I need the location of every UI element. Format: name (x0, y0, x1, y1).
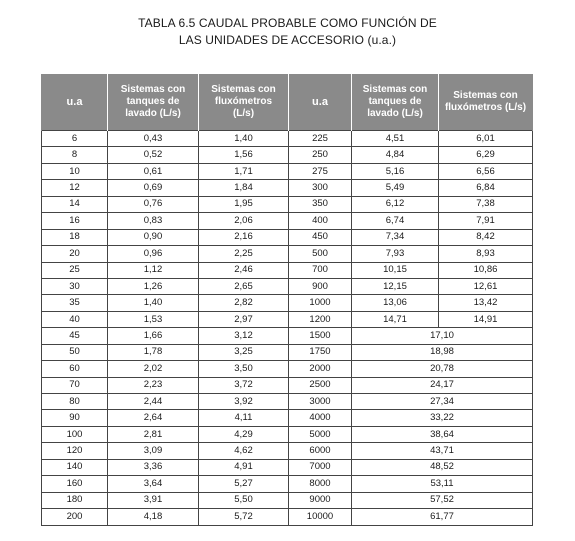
cell-ua-right: 7000 (289, 459, 352, 475)
cell-tank-left: 0,83 (108, 213, 199, 229)
cell-ua-left: 25 (42, 262, 108, 278)
cell-tank-left: 0,61 (108, 163, 199, 179)
table-row (42, 147, 533, 163)
cell-ua-left: 40 (42, 311, 108, 327)
cell-shared-flow: 53,11 (352, 476, 533, 492)
cell-ua-left: 160 (42, 476, 108, 492)
cell-flux-left: 1,56 (199, 147, 289, 163)
cell-flux-left: 2,06 (199, 213, 289, 229)
cell-tank-right: 5,16 (352, 163, 439, 179)
cell-ua-right: 5000 (289, 426, 352, 442)
cell-flux-right: 6,01 (439, 131, 533, 147)
cell-flux-right: 6,29 (439, 147, 533, 163)
cell-shared-flow: 33,22 (352, 410, 533, 426)
cell-ua-right: 250 (289, 147, 352, 163)
cell-flux-left: 5,72 (199, 509, 289, 525)
cell-ua-left: 35 (42, 295, 108, 311)
table-title-line-1: TABLA 6.5 CAUDAL PROBABLE COMO FUNCIÓN DE (138, 16, 437, 30)
cell-ua-right: 1000 (289, 295, 352, 311)
cell-ua-left: 30 (42, 278, 108, 294)
cell-ua-right: 400 (289, 213, 352, 229)
cell-ua-right: 9000 (289, 492, 352, 508)
cell-ua-left: 60 (42, 361, 108, 377)
cell-ua-left: 180 (42, 492, 108, 508)
cell-tank-right: 14,71 (352, 311, 439, 327)
cell-tank-left: 2,81 (108, 426, 199, 442)
cell-tank-right: 13,06 (352, 295, 439, 311)
cell-flux-left: 1,95 (199, 196, 289, 212)
cell-ua-left: 8 (42, 147, 108, 163)
cell-ua-right: 10000 (289, 509, 352, 525)
cell-ua-right: 500 (289, 246, 352, 262)
cell-flux-left: 4,11 (199, 410, 289, 426)
cell-ua-right: 2500 (289, 377, 352, 393)
cell-flux-right: 6,56 (439, 163, 533, 179)
table-row (42, 196, 533, 212)
table-row (42, 426, 533, 442)
cell-flux-left: 4,29 (199, 426, 289, 442)
cell-flux-left: 3,12 (199, 328, 289, 344)
cell-flux-left: 4,91 (199, 459, 289, 475)
table-row (42, 377, 533, 393)
cell-flux-right: 6,84 (439, 180, 533, 196)
cell-flux-left: 1,71 (199, 163, 289, 179)
cell-ua-right: 8000 (289, 476, 352, 492)
cell-ua-right: 4000 (289, 410, 352, 426)
cell-tank-right: 10,15 (352, 262, 439, 278)
cell-ua-left: 80 (42, 394, 108, 410)
cell-flux-left: 1,84 (199, 180, 289, 196)
table-row (42, 180, 533, 196)
cell-flux-left: 2,65 (199, 278, 289, 294)
cell-ua-left: 200 (42, 509, 108, 525)
cell-tank-left: 2,44 (108, 394, 199, 410)
cell-ua-left: 16 (42, 213, 108, 229)
table-row (42, 246, 533, 262)
cell-shared-flow: 17,10 (352, 328, 533, 344)
cell-flux-left: 3,25 (199, 344, 289, 360)
cell-shared-flow: 38,64 (352, 426, 533, 442)
cell-ua-left: 50 (42, 344, 108, 360)
table-row (42, 410, 533, 426)
cell-tank-right: 6,74 (352, 213, 439, 229)
table-title-line-2: LAS UNIDADES DE ACCESORIO (u.a.) (178, 33, 397, 47)
table-row (42, 328, 533, 344)
cell-shared-flow: 20,78 (352, 361, 533, 377)
cell-ua-left: 18 (42, 229, 108, 245)
cell-ua-left: 90 (42, 410, 108, 426)
cell-flux-left: 5,27 (199, 476, 289, 492)
cell-tank-left: 0,69 (108, 180, 199, 196)
cell-ua-left: 100 (42, 426, 108, 442)
header-tank-right: Sistemas con tanques de lavado (L/s) (352, 74, 439, 131)
cell-tank-left: 1,53 (108, 311, 199, 327)
cell-shared-flow: 18,98 (352, 344, 533, 360)
table-row (42, 131, 533, 147)
cell-ua-right: 225 (289, 131, 352, 147)
cell-ua-right: 450 (289, 229, 352, 245)
cell-tank-left: 0,43 (108, 131, 199, 147)
cell-tank-left: 0,52 (108, 147, 199, 163)
table-row (42, 361, 533, 377)
cell-tank-left: 3,91 (108, 492, 199, 508)
cell-ua-right: 300 (289, 180, 352, 196)
cell-tank-left: 2,02 (108, 361, 199, 377)
cell-flux-left: 2,46 (199, 262, 289, 278)
cell-tank-left: 1,40 (108, 295, 199, 311)
cell-tank-right: 6,12 (352, 196, 439, 212)
cell-ua-right: 700 (289, 262, 352, 278)
cell-ua-left: 20 (42, 246, 108, 262)
cell-flux-right: 7,38 (439, 196, 533, 212)
cell-ua-left: 14 (42, 196, 108, 212)
cell-ua-left: 120 (42, 443, 108, 459)
header-flux-left: Sistemas con fluxómetros (L/s) (199, 74, 289, 131)
cell-ua-right: 3000 (289, 394, 352, 410)
cell-flux-left: 2,82 (199, 295, 289, 311)
cell-ua-left: 45 (42, 328, 108, 344)
table-row (42, 344, 533, 360)
cell-tank-right: 4,84 (352, 147, 439, 163)
table-row (42, 476, 533, 492)
cell-ua-left: 10 (42, 163, 108, 179)
cell-flux-right: 8,42 (439, 229, 533, 245)
cell-flux-right: 10,86 (439, 262, 533, 278)
cell-tank-right: 5,49 (352, 180, 439, 196)
cell-tank-right: 12,15 (352, 278, 439, 294)
table-row (42, 492, 533, 508)
cell-shared-flow: 43,71 (352, 443, 533, 459)
cell-flux-left: 4,62 (199, 443, 289, 459)
cell-flux-left: 5,50 (199, 492, 289, 508)
cell-ua-right: 900 (289, 278, 352, 294)
cell-flux-left: 2,16 (199, 229, 289, 245)
table-row (42, 278, 533, 294)
cell-flux-right: 13,42 (439, 295, 533, 311)
cell-ua-left: 70 (42, 377, 108, 393)
cell-shared-flow: 24,17 (352, 377, 533, 393)
header-tank-left: Sistemas con tanques de lavado (L/s) (108, 74, 199, 131)
cell-flux-right: 8,93 (439, 246, 533, 262)
cell-tank-left: 1,12 (108, 262, 199, 278)
cell-tank-right: 7,93 (352, 246, 439, 262)
header-flux-right: Sistemas con fluxómetros (L/s) (439, 74, 533, 131)
header-ua-left: u.a (42, 74, 108, 131)
cell-flux-left: 2,25 (199, 246, 289, 262)
cell-flux-right: 14,91 (439, 311, 533, 327)
cell-tank-left: 1,78 (108, 344, 199, 360)
cell-ua-right: 1500 (289, 328, 352, 344)
table-row (42, 443, 533, 459)
cell-ua-right: 2000 (289, 361, 352, 377)
flow-rate-table (41, 74, 533, 526)
cell-ua-left: 12 (42, 180, 108, 196)
cell-shared-flow: 61,77 (352, 509, 533, 525)
cell-flux-left: 3,72 (199, 377, 289, 393)
cell-ua-right: 6000 (289, 443, 352, 459)
table-row (42, 459, 533, 475)
cell-tank-left: 3,36 (108, 459, 199, 475)
header-row (42, 74, 533, 131)
table-row (42, 509, 533, 525)
table-row (42, 311, 533, 327)
cell-ua-right: 350 (289, 196, 352, 212)
cell-ua-right: 275 (289, 163, 352, 179)
cell-tank-right: 4,51 (352, 131, 439, 147)
cell-tank-left: 2,64 (108, 410, 199, 426)
cell-ua-right: 1200 (289, 311, 352, 327)
cell-shared-flow: 57,52 (352, 492, 533, 508)
cell-flux-right: 12,61 (439, 278, 533, 294)
cell-shared-flow: 48,52 (352, 459, 533, 475)
table-row (42, 229, 533, 245)
cell-flux-left: 1,40 (199, 131, 289, 147)
cell-tank-left: 0,76 (108, 196, 199, 212)
table-body (42, 131, 533, 526)
cell-tank-left: 4,18 (108, 509, 199, 525)
cell-tank-left: 0,96 (108, 246, 199, 262)
table-row (42, 163, 533, 179)
cell-ua-left: 140 (42, 459, 108, 475)
cell-tank-left: 3,09 (108, 443, 199, 459)
cell-flux-left: 3,92 (199, 394, 289, 410)
cell-tank-left: 2,23 (108, 377, 199, 393)
cell-tank-left: 1,26 (108, 278, 199, 294)
table-row (42, 394, 533, 410)
cell-ua-right: 1750 (289, 344, 352, 360)
header-ua-right: u.a (289, 74, 352, 131)
cell-flux-right: 7,91 (439, 213, 533, 229)
table-row (42, 213, 533, 229)
cell-tank-left: 0,90 (108, 229, 199, 245)
cell-tank-left: 3,64 (108, 476, 199, 492)
cell-ua-left: 6 (42, 131, 108, 147)
cell-flux-left: 2,97 (199, 311, 289, 327)
table-row (42, 262, 533, 278)
cell-tank-right: 7,34 (352, 229, 439, 245)
cell-shared-flow: 27,34 (352, 394, 533, 410)
cell-tank-left: 1,66 (108, 328, 199, 344)
table-row (42, 295, 533, 311)
cell-flux-left: 3,50 (199, 361, 289, 377)
